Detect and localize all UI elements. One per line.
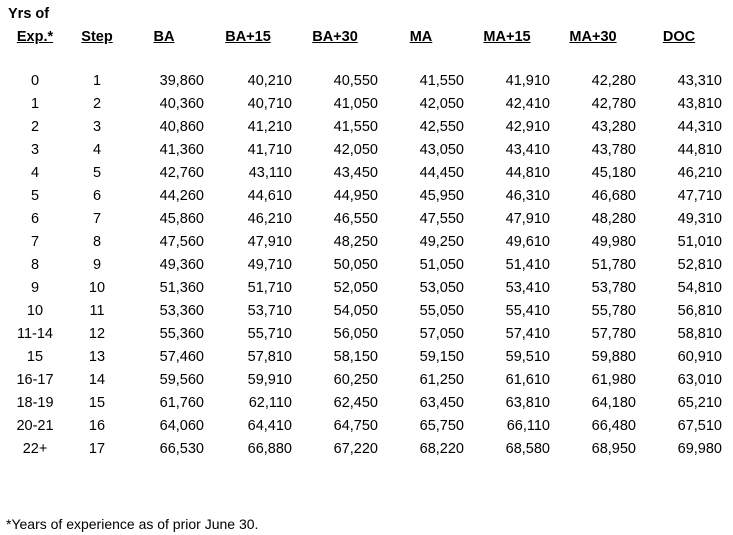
cell-salary: 57,780 bbox=[591, 325, 636, 342]
cell-salary: 59,510 bbox=[505, 348, 550, 365]
header-row bbox=[0, 27, 722, 47]
cell-salary: 40,860 bbox=[159, 118, 204, 135]
cell-salary: 44,310 bbox=[677, 118, 722, 135]
cell-salary: 49,710 bbox=[247, 256, 292, 273]
cell-salary: 44,810 bbox=[505, 164, 550, 181]
table-row bbox=[0, 92, 722, 115]
cell-salary: 42,050 bbox=[419, 95, 464, 112]
cell-salary: 66,110 bbox=[506, 417, 550, 434]
cell-experience: 0 bbox=[30, 72, 40, 89]
cell-salary: 42,780 bbox=[591, 95, 636, 112]
cell-salary: 46,210 bbox=[677, 164, 722, 181]
cell-salary: 43,410 bbox=[505, 141, 550, 158]
table-row bbox=[0, 230, 722, 253]
cell-salary: 43,810 bbox=[677, 95, 722, 112]
cell-salary: 55,710 bbox=[247, 325, 292, 342]
header-ma30: MA+30 bbox=[569, 29, 617, 45]
cell-salary: 67,510 bbox=[677, 417, 722, 434]
cell-salary: 57,050 bbox=[419, 325, 464, 342]
cell-salary: 45,950 bbox=[419, 187, 464, 204]
cell-salary: 41,210 bbox=[247, 118, 292, 135]
cell-salary: 61,250 bbox=[419, 371, 464, 388]
cell-experience: 22+ bbox=[22, 440, 48, 457]
cell-salary: 47,710 bbox=[677, 187, 722, 204]
cell-salary: 40,710 bbox=[247, 95, 292, 112]
cell-step: 3 bbox=[92, 118, 102, 135]
header-step: Step bbox=[81, 29, 113, 45]
cell-step: 9 bbox=[92, 256, 102, 273]
cell-salary: 64,750 bbox=[333, 417, 378, 434]
cell-salary: 47,550 bbox=[419, 210, 464, 227]
table-row bbox=[0, 322, 722, 345]
cell-salary: 52,810 bbox=[677, 256, 722, 273]
cell-salary: 56,050 bbox=[333, 325, 378, 342]
cell-salary: 52,050 bbox=[333, 279, 378, 296]
cell-salary: 49,310 bbox=[677, 210, 722, 227]
cell-step: 4 bbox=[92, 141, 102, 158]
cell-salary: 48,280 bbox=[591, 210, 636, 227]
table-row bbox=[0, 276, 722, 299]
table-row bbox=[0, 253, 722, 276]
cell-experience: 20-21 bbox=[16, 417, 54, 434]
cell-experience: 1 bbox=[30, 95, 40, 112]
header-ba30: BA+30 bbox=[312, 29, 358, 45]
cell-salary: 51,010 bbox=[677, 233, 722, 250]
cell-experience: 10 bbox=[26, 302, 44, 319]
cell-salary: 55,360 bbox=[159, 325, 204, 342]
cell-salary: 49,610 bbox=[505, 233, 550, 250]
cell-salary: 61,760 bbox=[159, 394, 204, 411]
cell-step: 10 bbox=[88, 279, 106, 296]
cell-salary: 51,050 bbox=[419, 256, 464, 273]
cell-salary: 62,450 bbox=[333, 394, 378, 411]
cell-step: 6 bbox=[92, 187, 102, 204]
cell-step: 1 bbox=[92, 72, 102, 89]
cell-salary: 53,410 bbox=[505, 279, 550, 296]
cell-experience: 18-19 bbox=[16, 394, 54, 411]
cell-salary: 57,410 bbox=[505, 325, 550, 342]
cell-step: 12 bbox=[88, 325, 106, 342]
cell-salary: 43,450 bbox=[333, 164, 378, 181]
cell-salary: 53,780 bbox=[591, 279, 636, 296]
cell-salary: 68,580 bbox=[505, 440, 550, 457]
cell-salary: 63,450 bbox=[419, 394, 464, 411]
cell-salary: 59,910 bbox=[247, 371, 292, 388]
cell-salary: 55,050 bbox=[419, 302, 464, 319]
cell-salary: 59,880 bbox=[591, 348, 636, 365]
table-row bbox=[0, 437, 722, 460]
header-ma15: MA+15 bbox=[483, 29, 531, 45]
cell-salary: 41,550 bbox=[419, 72, 464, 89]
cell-experience: 6 bbox=[30, 210, 40, 227]
cell-salary: 43,280 bbox=[591, 118, 636, 135]
cell-experience: 2 bbox=[30, 118, 40, 135]
cell-salary: 53,710 bbox=[247, 302, 292, 319]
cell-salary: 44,450 bbox=[419, 164, 464, 181]
cell-experience: 16-17 bbox=[16, 371, 54, 388]
cell-step: 15 bbox=[88, 394, 106, 411]
table-row bbox=[0, 345, 722, 368]
cell-salary: 51,710 bbox=[247, 279, 292, 296]
cell-salary: 51,410 bbox=[505, 256, 550, 273]
cell-salary: 44,260 bbox=[159, 187, 204, 204]
cell-salary: 42,050 bbox=[333, 141, 378, 158]
footnote: *Years of experience as of prior June 30. bbox=[6, 516, 259, 532]
cell-salary: 59,150 bbox=[419, 348, 464, 365]
cell-salary: 61,980 bbox=[591, 371, 636, 388]
cell-salary: 39,860 bbox=[159, 72, 204, 89]
cell-salary: 49,980 bbox=[591, 233, 636, 250]
cell-step: 14 bbox=[88, 371, 106, 388]
cell-salary: 44,810 bbox=[677, 141, 722, 158]
cell-salary: 43,310 bbox=[677, 72, 722, 89]
table-row bbox=[0, 138, 722, 161]
cell-salary: 68,950 bbox=[591, 440, 636, 457]
cell-step: 2 bbox=[92, 95, 102, 112]
cell-salary: 42,550 bbox=[419, 118, 464, 135]
cell-salary: 65,750 bbox=[419, 417, 464, 434]
table-row bbox=[0, 115, 722, 138]
table-row bbox=[0, 161, 722, 184]
cell-salary: 44,950 bbox=[333, 187, 378, 204]
cell-salary: 44,610 bbox=[247, 187, 292, 204]
cell-experience: 3 bbox=[30, 141, 40, 158]
salary-schedule-table bbox=[0, 27, 722, 460]
cell-experience: 9 bbox=[30, 279, 40, 296]
cell-salary: 64,410 bbox=[247, 417, 292, 434]
header-exp: Exp.* bbox=[16, 29, 54, 45]
cell-salary: 67,220 bbox=[333, 440, 378, 457]
cell-salary: 49,250 bbox=[419, 233, 464, 250]
cell-salary: 43,110 bbox=[248, 164, 292, 181]
table-row bbox=[0, 184, 722, 207]
cell-salary: 63,010 bbox=[677, 371, 722, 388]
cell-experience: 4 bbox=[30, 164, 40, 181]
cell-step: 13 bbox=[88, 348, 106, 365]
cell-salary: 56,810 bbox=[677, 302, 722, 319]
table-row bbox=[0, 368, 722, 391]
cell-step: 16 bbox=[88, 417, 106, 434]
cell-step: 7 bbox=[92, 210, 102, 227]
cell-salary: 50,050 bbox=[333, 256, 378, 273]
header-ba: BA bbox=[153, 29, 175, 45]
cell-salary: 51,780 bbox=[591, 256, 636, 273]
cell-salary: 40,360 bbox=[159, 95, 204, 112]
cell-salary: 58,810 bbox=[677, 325, 722, 342]
cell-salary: 66,880 bbox=[247, 440, 292, 457]
cell-salary: 41,360 bbox=[159, 141, 204, 158]
cell-salary: 40,550 bbox=[333, 72, 378, 89]
cell-experience: 15 bbox=[26, 348, 44, 365]
cell-salary: 42,410 bbox=[505, 95, 550, 112]
cell-salary: 63,810 bbox=[505, 394, 550, 411]
cell-step: 17 bbox=[88, 440, 106, 457]
cell-salary: 65,210 bbox=[677, 394, 722, 411]
cell-salary: 42,910 bbox=[505, 118, 550, 135]
cell-salary: 66,530 bbox=[159, 440, 204, 457]
cell-experience: 8 bbox=[30, 256, 40, 273]
spacer-row bbox=[0, 47, 722, 69]
cell-salary: 47,910 bbox=[505, 210, 550, 227]
cell-salary: 58,150 bbox=[333, 348, 378, 365]
cell-salary: 57,810 bbox=[247, 348, 292, 365]
table-row bbox=[0, 299, 722, 322]
table-row bbox=[0, 69, 722, 92]
cell-salary: 46,310 bbox=[505, 187, 550, 204]
cell-salary: 47,910 bbox=[247, 233, 292, 250]
cell-salary: 62,110 bbox=[248, 394, 292, 411]
cell-salary: 61,610 bbox=[505, 371, 550, 388]
header-ma: MA bbox=[409, 29, 433, 45]
cell-salary: 53,360 bbox=[159, 302, 204, 319]
cell-salary: 41,910 bbox=[505, 72, 550, 89]
cell-salary: 53,050 bbox=[419, 279, 464, 296]
cell-salary: 46,550 bbox=[333, 210, 378, 227]
cell-salary: 54,810 bbox=[677, 279, 722, 296]
cell-salary: 69,980 bbox=[677, 440, 722, 457]
cell-salary: 42,280 bbox=[591, 72, 636, 89]
experience-header-line1: Yrs of bbox=[8, 6, 50, 22]
cell-salary: 51,360 bbox=[159, 279, 204, 296]
cell-salary: 45,860 bbox=[159, 210, 204, 227]
cell-salary: 60,910 bbox=[677, 348, 722, 365]
header-ba15: BA+15 bbox=[225, 29, 271, 45]
cell-salary: 64,180 bbox=[591, 394, 636, 411]
cell-salary: 55,780 bbox=[591, 302, 636, 319]
cell-salary: 42,760 bbox=[159, 164, 204, 181]
cell-experience: 11-14 bbox=[16, 325, 53, 342]
table-row bbox=[0, 414, 722, 437]
cell-salary: 41,710 bbox=[247, 141, 292, 158]
cell-step: 8 bbox=[92, 233, 102, 250]
cell-salary: 43,050 bbox=[419, 141, 464, 158]
cell-salary: 68,220 bbox=[419, 440, 464, 457]
cell-salary: 64,060 bbox=[159, 417, 204, 434]
cell-step: 5 bbox=[92, 164, 102, 181]
cell-salary: 59,560 bbox=[159, 371, 204, 388]
header-doc: DOC bbox=[662, 29, 696, 45]
cell-salary: 49,360 bbox=[159, 256, 204, 273]
cell-experience: 7 bbox=[30, 233, 40, 250]
cell-salary: 46,680 bbox=[591, 187, 636, 204]
cell-salary: 45,180 bbox=[591, 164, 636, 181]
cell-salary: 55,410 bbox=[505, 302, 550, 319]
cell-step: 11 bbox=[89, 302, 105, 319]
cell-salary: 60,250 bbox=[333, 371, 378, 388]
cell-experience: 5 bbox=[30, 187, 40, 204]
cell-salary: 57,460 bbox=[159, 348, 204, 365]
cell-salary: 46,210 bbox=[247, 210, 292, 227]
cell-salary: 41,050 bbox=[333, 95, 378, 112]
cell-salary: 66,480 bbox=[591, 417, 636, 434]
table-row bbox=[0, 391, 722, 414]
cell-salary: 54,050 bbox=[333, 302, 378, 319]
cell-salary: 47,560 bbox=[159, 233, 204, 250]
table-row bbox=[0, 207, 722, 230]
cell-salary: 43,780 bbox=[591, 141, 636, 158]
cell-salary: 41,550 bbox=[333, 118, 378, 135]
cell-salary: 40,210 bbox=[247, 72, 292, 89]
cell-salary: 48,250 bbox=[333, 233, 378, 250]
